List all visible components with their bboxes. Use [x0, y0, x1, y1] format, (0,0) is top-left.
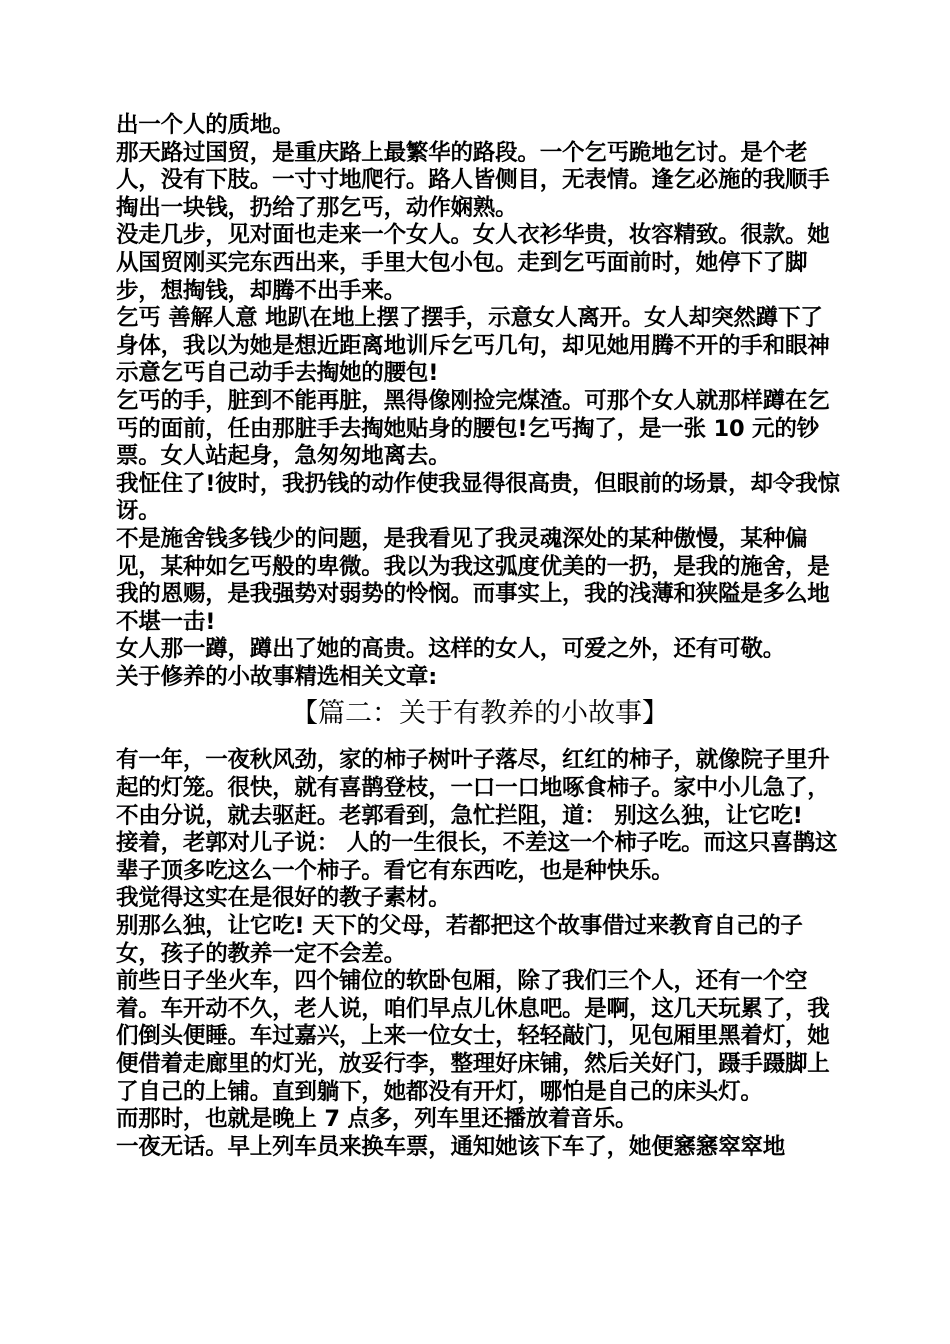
- paragraph: 我怔住了!彼时，我扔钱的动作使我显得很高贵，但眼前的场景，却令我惊讶。: [116, 470, 840, 525]
- paragraph: 别那么独，让它吃! 天下的父母，若都把这个故事借过来教育自己的子女，孩子的教养一定不会差。: [116, 913, 803, 967]
- document-page: [116, 112, 844, 1161]
- paragraph: 女人那一蹲，蹲出了她的高贵。这样的女人，可爱之外，还有可敬。: [116, 636, 786, 663]
- paragraph: 前些日子坐火车，四个铺位的软卧包厢，除了我们三个人，还有一个空着。车开动不久，老人说，咱们早点儿休息吧。是啊，这几天玩累了，我们倒头便睡。车过嘉兴，上来一位女士，轻轻敲门，见包厢里黑着灯，她便借着走廊里的灯光，放妥行李，整理好床铺，然后关好门，蹑手蹑脚上了自己的上铺。直到躺下，她都没有开灯，哪怕是自己的床头灯。: [116, 968, 830, 1105]
- paragraph: 而那时，也就是晚上 7 点多，列车里还播放着音乐。: [116, 1106, 638, 1133]
- paragraph: 没走几步，见对面也走来一个女人。女人衣衫华贵，妆容精致。很款。她从国贸刚买完东西出来，手里大包小包。走到乞丐面前时，她停下了脚步，想掏钱，却腾不出手来。: [116, 222, 830, 304]
- paragraph: 出一个人的质地。: [116, 112, 295, 138]
- paragraph: 一夜无话。早上列车员来换车票，通知她该下车了，她便窸窸窣窣地: [116, 1133, 786, 1160]
- paragraph: 乞丐的手，脏到不能再脏，黑得像刚捡完煤渣。可那个女人就那样蹲在乞丐的面前，任由那脏手去掏她贴身的腰包!乞丐掏了，是一张 10 元的钞票。女人站起身，急匆匆地离去。: [116, 387, 830, 470]
- paragraph: 有一年，一夜秋风劲，家的柿子树叶子落尽，红红的柿子，就像院子里升起的灯笼。很快，就有喜鹊登枝，一口一口地啄食柿子。家中小儿急了，不由分说，就去驱赶。老郭看到，急忙拦阻，道： 别这么独，让它吃!: [116, 747, 830, 829]
- related-articles-heading: 关于修养的小故事精选相关文章:: [116, 663, 437, 690]
- paragraph: 那天路过国贸，是重庆路上最繁华的路段。一个乞丐跪地乞讨。是个老人，没有下肢。一寸寸地爬行。路人皆侧目，无表情。逢乞必施的我顺手掏出一块钱，扔给了那乞丐，动作娴熟。: [116, 139, 830, 221]
- paragraph: 接着，老郭对儿子说： 人的一生很长，不差这一个柿子吃。而这只喜鹊这辈子顶多吃这么一个柿子。看它有东西吃，也是种快乐。: [116, 830, 838, 884]
- section-title: 【篇二：关于有教养的小故事】: [291, 698, 669, 730]
- paragraph: 我觉得这实在是很好的教子素材。: [116, 885, 451, 912]
- paragraph: 乞丐 善解人意 地趴在地上摆了摆手，示意女人离开。女人却突然蹲下了身体，我以为她是想近距离地训斥乞丐几句，却见她用腾不开的手和眼神示意乞丐自己动手去掏她的腰包!: [116, 305, 830, 387]
- paragraph: 不是施舍钱多钱少的问题，是我看见了我灵魂深处的某种傲慢，某种偏见，某种如乞丐般的卑微。我以为我这弧度优美的一扔，是我的施舍，是我的恩赐，是我强势对弱势的怜悯。而事实上，我的浅薄和狭隘是多么地不堪一击!: [116, 525, 830, 635]
